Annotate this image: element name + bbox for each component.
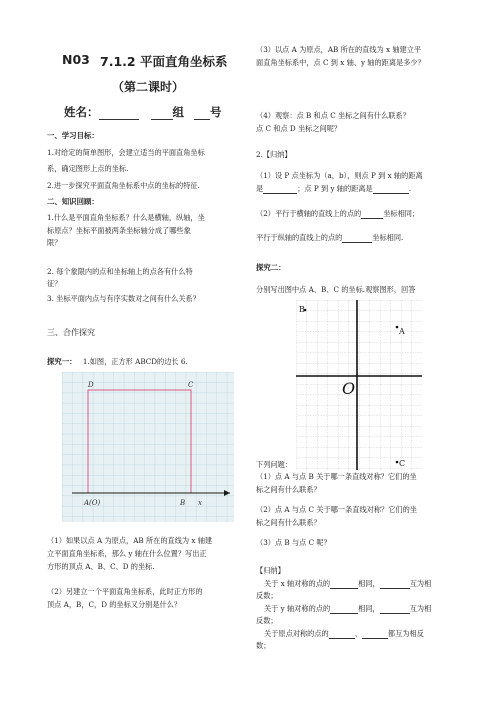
g1-b-prefix: 是 [256, 184, 264, 193]
label-b: B [180, 499, 186, 507]
explore-1-intro: 1.如图，正方形 ABCD的边长 6. [82, 357, 188, 366]
label-d: D [88, 381, 94, 389]
rule-o-mid: 、 [354, 629, 362, 638]
name-label: 姓名： [64, 105, 99, 119]
q4-line-a: （4）观察：点 B 和点 C 坐标之间有什么联系？ [256, 111, 410, 120]
label-c: C [188, 381, 194, 389]
doc-subtitle: （第二课时） [112, 80, 185, 94]
goal-1-line-b: 系，确定图形上点的坐标. [47, 164, 129, 173]
label-x: x [198, 499, 202, 507]
summary-1-heading: 2.【归纳】 [256, 150, 292, 159]
rule-y-axis-b: 反数； [256, 616, 278, 625]
explore-1-q1-a: （1）如果以点 A 为原点，AB 所在的直线为 x 轴建 [47, 536, 213, 545]
q3-line-a: （3）以点 A 为原点，AB 所在的直线为 x 轴建立平 [256, 45, 422, 54]
rule-y-mid: 相同， [358, 604, 380, 613]
horizontal-line-blank[interactable] [361, 210, 383, 219]
doc-title: 7.1.2 平面直角坐标系 [100, 54, 228, 69]
rule-x-suffix: 互为相 [409, 579, 432, 588]
name-field[interactable] [99, 111, 139, 120]
summary-2-heading: 【归纳】 [256, 566, 285, 575]
doc-number: N03 [62, 52, 90, 67]
summary-1-g1-a: （1）设 P 点坐标为（a，b），则点 P 到 x 轴的距离 [256, 171, 423, 180]
q4-line-b: 点 C 和点 D 坐标之间呢？ [256, 124, 342, 133]
explore-heading: 三、合作探究 [47, 328, 95, 337]
rule-y-prefix: 关于 y 轴对称的点的 [264, 604, 331, 613]
rule-o-suffix: 都互为相反 [387, 629, 424, 638]
explore-1-line [47, 356, 188, 367]
summary-1-g2-a [256, 208, 419, 219]
review-q1-c: 限？ [47, 238, 62, 247]
goal-2: 2.进一步探究平面直角坐标系中点的坐标的特征. [47, 181, 200, 190]
review-q1-a: 1.什么是平面直角坐标系？什么是横轴，纵轴，坐 [47, 213, 205, 222]
q3-line-b: 面直角坐标系中，点 C 到 x 轴、y 轴的距离是多少？ [256, 58, 425, 67]
explore-1-q1-c: 方形的顶点 A、B、C、D 的坐标. [47, 562, 155, 571]
g1-b-middle: ；点 P 到 y 轴的距离是 [297, 184, 373, 193]
explore-2-label: 探究二： [256, 263, 286, 272]
goal-1-line-a: 1.对给定的简单图形，会建立适当的平面直角坐标 [47, 148, 205, 157]
explore-2-p1-a: （1）点 A 与点 B 关于哪一条直线对称？它们的坐 [256, 472, 417, 481]
point-a [396, 326, 399, 329]
g2-a-prefix: （2）平行于横轴的直线上的点的 [256, 209, 362, 218]
rule-y-blank-1[interactable] [330, 605, 358, 614]
rule-o-prefix: 关于原点对称的点的 [264, 629, 329, 638]
number-label: 号 [210, 105, 222, 119]
dashed-grid [296, 300, 422, 470]
explore-2-p2-a: （2）点 A 与点 C 关于哪一条直线对称？它们的坐 [256, 505, 417, 514]
y-distance-blank[interactable] [373, 184, 412, 194]
rule-x-axis-b: 反数； [256, 591, 278, 600]
g2-b-suffix: 坐标相同. [372, 233, 404, 242]
explore-2-p1-b: 标之间有什么联系？ [256, 485, 321, 494]
label-o: O [342, 379, 356, 398]
rule-origin-a [264, 628, 424, 639]
explore-2-intro: 分别写出图中点 A、B、C 的坐标.观察图形，回答 [256, 285, 416, 294]
explore-1-label: 探究一： [47, 357, 77, 366]
review-q3: 3. 坐标平面内点与有序实数对之间有什么关系？ [47, 294, 200, 303]
review-q1-b: 标原点？坐标平面被两条坐标轴分成了哪些象 [47, 226, 191, 235]
rule-x-mid: 相同， [358, 579, 380, 588]
label-c2: C [399, 459, 406, 468]
review-heading: 二、知识回顾： [47, 197, 99, 206]
label-a2: A [399, 327, 405, 336]
rule-y-suffix: 互为相 [409, 604, 432, 613]
g2-b-prefix: 平行于纵轴的直线上的点的 [256, 233, 343, 242]
group-field[interactable] [151, 111, 173, 120]
rule-y-axis-a [264, 603, 431, 614]
review-q2-a: 2. 每个象限内的点和坐标轴上的点各有什么特 [47, 267, 193, 276]
number-field[interactable] [194, 111, 210, 120]
label-a-origin: A(O) [84, 499, 101, 507]
name-line [64, 104, 222, 120]
explore-1-q2-a: （2）另建立一个平面直角坐标系，此时正方形的 [47, 587, 203, 596]
square-grid-figure [62, 372, 234, 522]
rule-x-axis-a [264, 578, 431, 589]
explore-1-q2-b: 顶点 A，B，C，D 的坐标又分别是什么？ [47, 600, 182, 609]
label-b2: B [299, 305, 305, 314]
explore-2-p3: （3）点 B 与点 C 呢？ [256, 538, 331, 547]
g1-b-end: . [408, 184, 412, 193]
points-grid-figure [296, 300, 422, 470]
summary-1-g1-b [256, 183, 411, 194]
rule-o-blank-2[interactable] [362, 630, 388, 639]
rule-x-prefix: 关于 x 轴对称的点的 [264, 579, 331, 588]
rule-x-blank-1[interactable] [330, 580, 358, 589]
explore-1-q1-b: 立平面直角坐标系，那么 y 轴在什么位置？写出正 [47, 549, 207, 558]
goals-heading: 一、学习目标： [47, 131, 99, 140]
rule-x-blank-2[interactable] [380, 580, 410, 589]
g2-a-suffix: 坐标相同； [383, 209, 420, 218]
group-label: 组 [172, 105, 185, 119]
review-q2-b: 征？ [47, 279, 62, 288]
point-c [396, 461, 399, 464]
rule-o-blank-1[interactable] [329, 630, 355, 639]
x-distance-blank[interactable] [263, 185, 297, 194]
below-text: 下列问题： [256, 460, 292, 469]
vertical-line-blank[interactable] [342, 234, 372, 243]
rule-y-blank-2[interactable] [380, 605, 410, 614]
summary-1-g2-b [256, 232, 403, 243]
rule-origin-b: 数； [256, 641, 271, 650]
explore-2-p2-b: 标之间有什么联系？ [256, 518, 321, 527]
